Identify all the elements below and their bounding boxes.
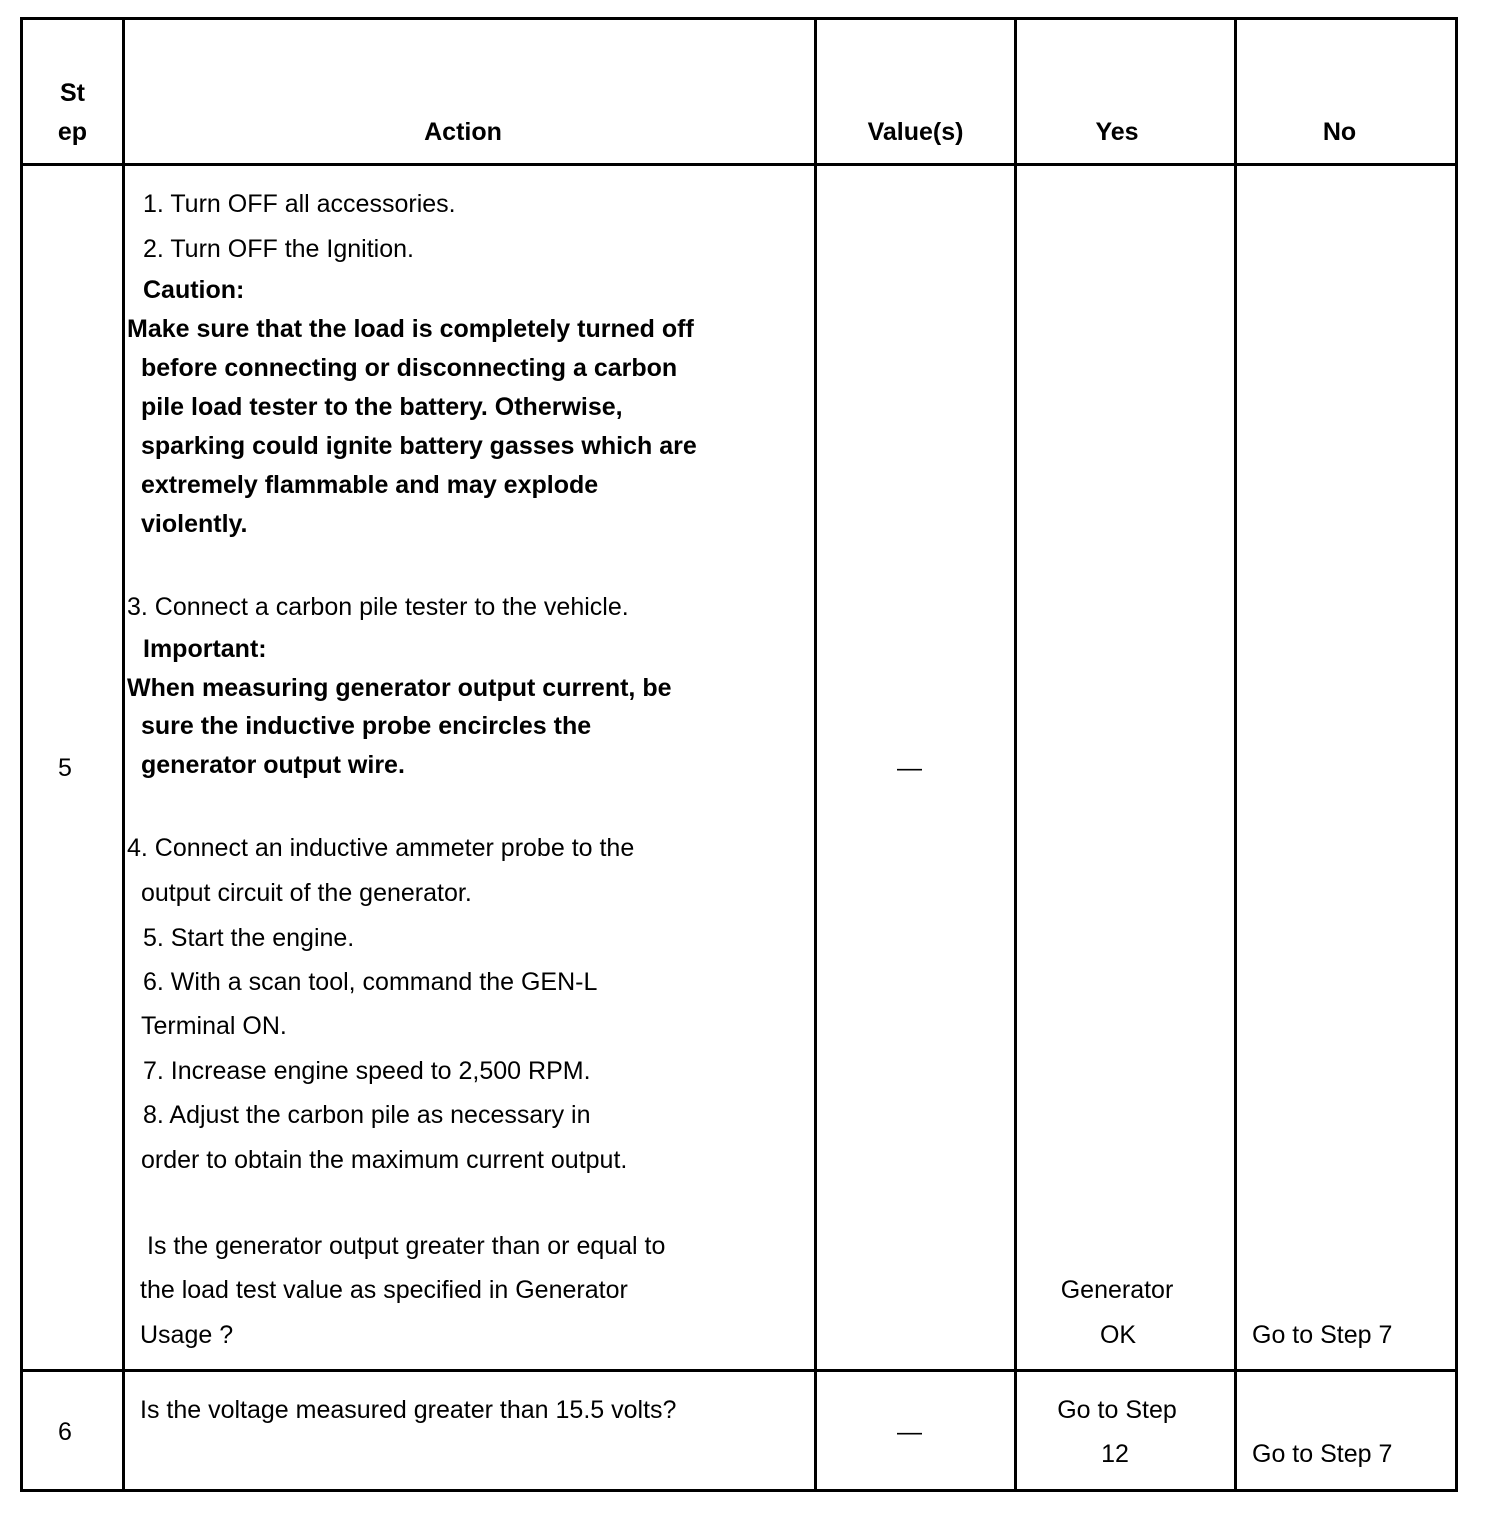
table-border-top xyxy=(20,17,1458,20)
important-label: Important: xyxy=(143,635,267,663)
action-line: 5. Start the engine. xyxy=(143,924,355,952)
action-line: Is the voltage measured greater than 15.5 volts? xyxy=(140,1396,677,1424)
value-cell: — xyxy=(897,1418,922,1446)
caution-text: Make sure that the load is completely turned off xyxy=(127,315,694,343)
row-divider xyxy=(20,1369,1458,1372)
column-divider xyxy=(122,17,125,1492)
action-line: 8. Adjust the carbon pile as necessary in xyxy=(143,1101,591,1129)
action-line: order to obtain the maximum current output. xyxy=(141,1146,628,1174)
step-number: 6 xyxy=(58,1418,72,1446)
action-line: 1. Turn OFF all accessories. xyxy=(143,190,456,218)
no-cell: Go to Step 7 xyxy=(1252,1321,1393,1349)
yes-cell: 12 xyxy=(1101,1440,1129,1468)
action-line: 7. Increase engine speed to 2,500 RPM. xyxy=(143,1057,591,1085)
table-border-bottom xyxy=(20,1489,1458,1492)
caution-text: violently. xyxy=(141,510,248,538)
action-line: 6. With a scan tool, command the GEN-L xyxy=(143,968,598,996)
header-action: Action xyxy=(424,118,502,146)
column-divider xyxy=(1234,17,1237,1492)
caution-text: extremely flammable and may explode xyxy=(141,471,599,499)
action-line: 2. Turn OFF the Ignition. xyxy=(143,235,414,263)
caution-text: before connecting or disconnecting a carbon xyxy=(141,354,678,382)
header-no: No xyxy=(1322,118,1357,146)
caution-label: Caution: xyxy=(143,276,245,304)
caution-text: sparking could ignite battery gasses which are xyxy=(141,432,697,460)
yes-cell: Go to Step xyxy=(1057,1396,1177,1424)
caution-text: pile load tester to the battery. Otherwise, xyxy=(141,393,623,421)
action-line: Terminal ON. xyxy=(141,1012,287,1040)
no-cell: Go to Step 7 xyxy=(1252,1440,1393,1468)
header-step: St xyxy=(60,79,85,107)
action-line: 3. Connect a carbon pile tester to the vehicle. xyxy=(127,593,629,621)
important-text: generator output wire. xyxy=(141,751,405,779)
action-line: 4. Connect an inductive ammeter probe to the xyxy=(127,834,635,862)
yes-cell: Generator xyxy=(1060,1276,1174,1304)
action-line: output circuit of the generator. xyxy=(141,879,472,907)
question-line: Is the generator output greater than or equal to xyxy=(147,1232,666,1260)
question-line: Usage ? xyxy=(140,1321,234,1349)
value-cell: — xyxy=(897,754,922,782)
header-values: Value(s) xyxy=(867,118,964,146)
header-divider xyxy=(20,163,1458,166)
step-number: 5 xyxy=(58,754,72,782)
important-text: When measuring generator output current, be xyxy=(127,674,672,702)
header-yes: Yes xyxy=(1095,118,1139,146)
important-text: sure the inductive probe encircles the xyxy=(141,712,592,740)
table-border-right xyxy=(1455,17,1458,1492)
column-divider xyxy=(1014,17,1017,1492)
yes-cell: OK xyxy=(1099,1321,1137,1349)
question-line: the load test value as specified in Generator xyxy=(140,1276,628,1304)
header-step: ep xyxy=(57,118,88,146)
